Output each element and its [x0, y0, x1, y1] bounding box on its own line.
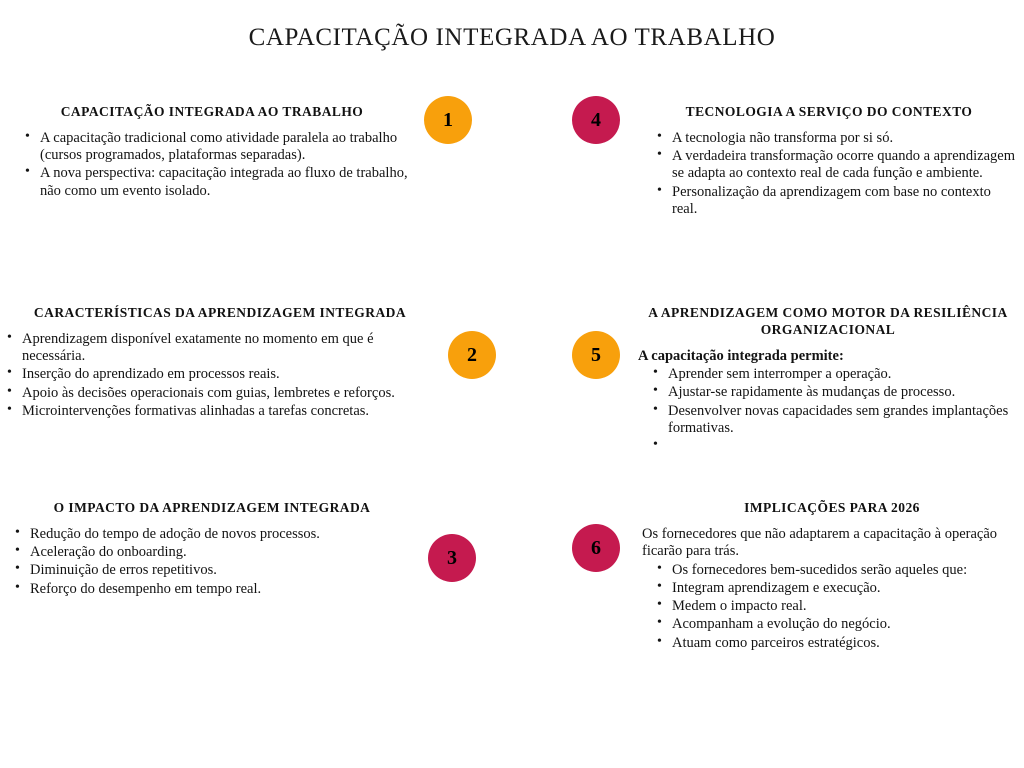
list-item: • Diminuição de erros repetitivos. — [30, 562, 412, 579]
list-item: • Atuam como parceiros estratégicos. — [672, 635, 1022, 652]
section-1-heading: CAPACITAÇÃO INTEGRADA AO TRABALHO — [60, 104, 364, 119]
section-5-text — [638, 305, 1018, 456]
section-2-heading: CARACTERÍSTICAS DA APRENDIZAGEM INTEGRADA — [33, 305, 407, 320]
list-item: • Aprendizagem disponível exatamente no momento em que é necessária. — [22, 331, 436, 366]
section-panel-1 — [0, 104, 512, 201]
list-item: • Os fornecedores bem-sucedidos serão aqueles que: — [672, 562, 1022, 579]
section-panel-3 — [0, 500, 512, 599]
list-item: • Inserção do aprendizado em processos reais. — [22, 366, 436, 383]
list-item: • Desenvolver novas capacidades sem grandes implantações formativas. — [668, 403, 1018, 438]
section-number-badge-2: 2 — [448, 331, 496, 379]
section-3-text — [12, 500, 412, 599]
section-4-text — [642, 104, 1016, 219]
section-5-heading: A APRENDIZAGEM COMO MOTOR DA RESILIÊNCIA ORGANIZACIONAL — [648, 305, 1008, 337]
section-2-text — [4, 305, 436, 421]
section-4-bullet-list — [642, 130, 1016, 218]
content-row-1 — [0, 104, 1024, 219]
list-item: • A tecnologia não transforma por si só. — [672, 130, 1016, 147]
section-panel-2 — [0, 305, 512, 421]
section-number-badge-3: 3 — [428, 534, 476, 582]
list-item: • Personalização da aprendizagem com base no contexto real. — [672, 184, 1016, 219]
page-title: CAPACITAÇÃO INTEGRADA AO TRABALHO — [248, 24, 776, 51]
section-number-badge-5: 5 — [572, 331, 620, 379]
list-item: • Aprender sem interromper a operação. — [668, 366, 1018, 383]
section-6-intro: Os fornecedores que não adaptarem a capacitação à operação ficarão para trás. — [642, 525, 998, 560]
list-item — [668, 438, 1018, 455]
section-4-heading: TECNOLOGIA A SERVIÇO DO CONTEXTO — [685, 104, 973, 119]
section-number-badge-6: 6 — [572, 524, 620, 572]
list-item: • A nova perspectiva: capacitação integrada ao fluxo de trabalho, não como um evento isolado. — [40, 165, 412, 200]
list-item: • Reforço do desempenho em tempo real. — [30, 581, 412, 598]
section-1-text — [12, 104, 412, 201]
section-5-bullet-list — [638, 366, 1018, 455]
list-item: • A verdadeira transformação ocorre quando a aprendizagem se adapta ao contexto real de cada função e ambiente. — [672, 148, 1016, 183]
list-item: • A capacitação tradicional como atividade paralela ao trabalho (cursos programados, plataformas separadas). — [40, 130, 412, 165]
list-item: • Apoio às decisões operacionais com guias, lembretes e reforços. — [22, 385, 436, 402]
section-2-bullet-list — [4, 331, 436, 420]
section-panel-4 — [512, 104, 1024, 219]
section-panel-5 — [512, 305, 1024, 456]
content-row-2 — [0, 305, 1024, 456]
section-1-bullet-list — [12, 130, 412, 200]
section-panel-6 — [512, 500, 1024, 653]
list-item: • Acompanham a evolução do negócio. — [672, 616, 1022, 633]
section-6-text — [642, 500, 1022, 653]
section-6-heading: IMPLICAÇÕES PARA 2026 — [744, 500, 920, 515]
section-number-badge-1: 1 — [424, 96, 472, 144]
list-item: • Microintervenções formativas alinhadas a tarefas concretas. — [22, 403, 436, 420]
list-item: • Aceleração do onboarding. — [30, 544, 412, 561]
section-number-badge-4: 4 — [572, 96, 620, 144]
section-3-heading: O IMPACTO DA APRENDIZAGEM INTEGRADA — [53, 500, 371, 515]
section-6-bullet-list — [642, 562, 1022, 652]
list-item: • Ajustar-se rapidamente às mudanças de processo. — [668, 384, 1018, 401]
list-item: • Redução do tempo de adoção de novos processos. — [30, 526, 412, 543]
list-item: • Medem o impacto real. — [672, 598, 1022, 615]
content-row-3 — [0, 500, 1024, 653]
list-item: • Integram aprendizagem e execução. — [672, 580, 1022, 597]
section-5-intro: A capacitação integrada permite: — [638, 347, 844, 364]
section-3-bullet-list — [12, 526, 412, 598]
